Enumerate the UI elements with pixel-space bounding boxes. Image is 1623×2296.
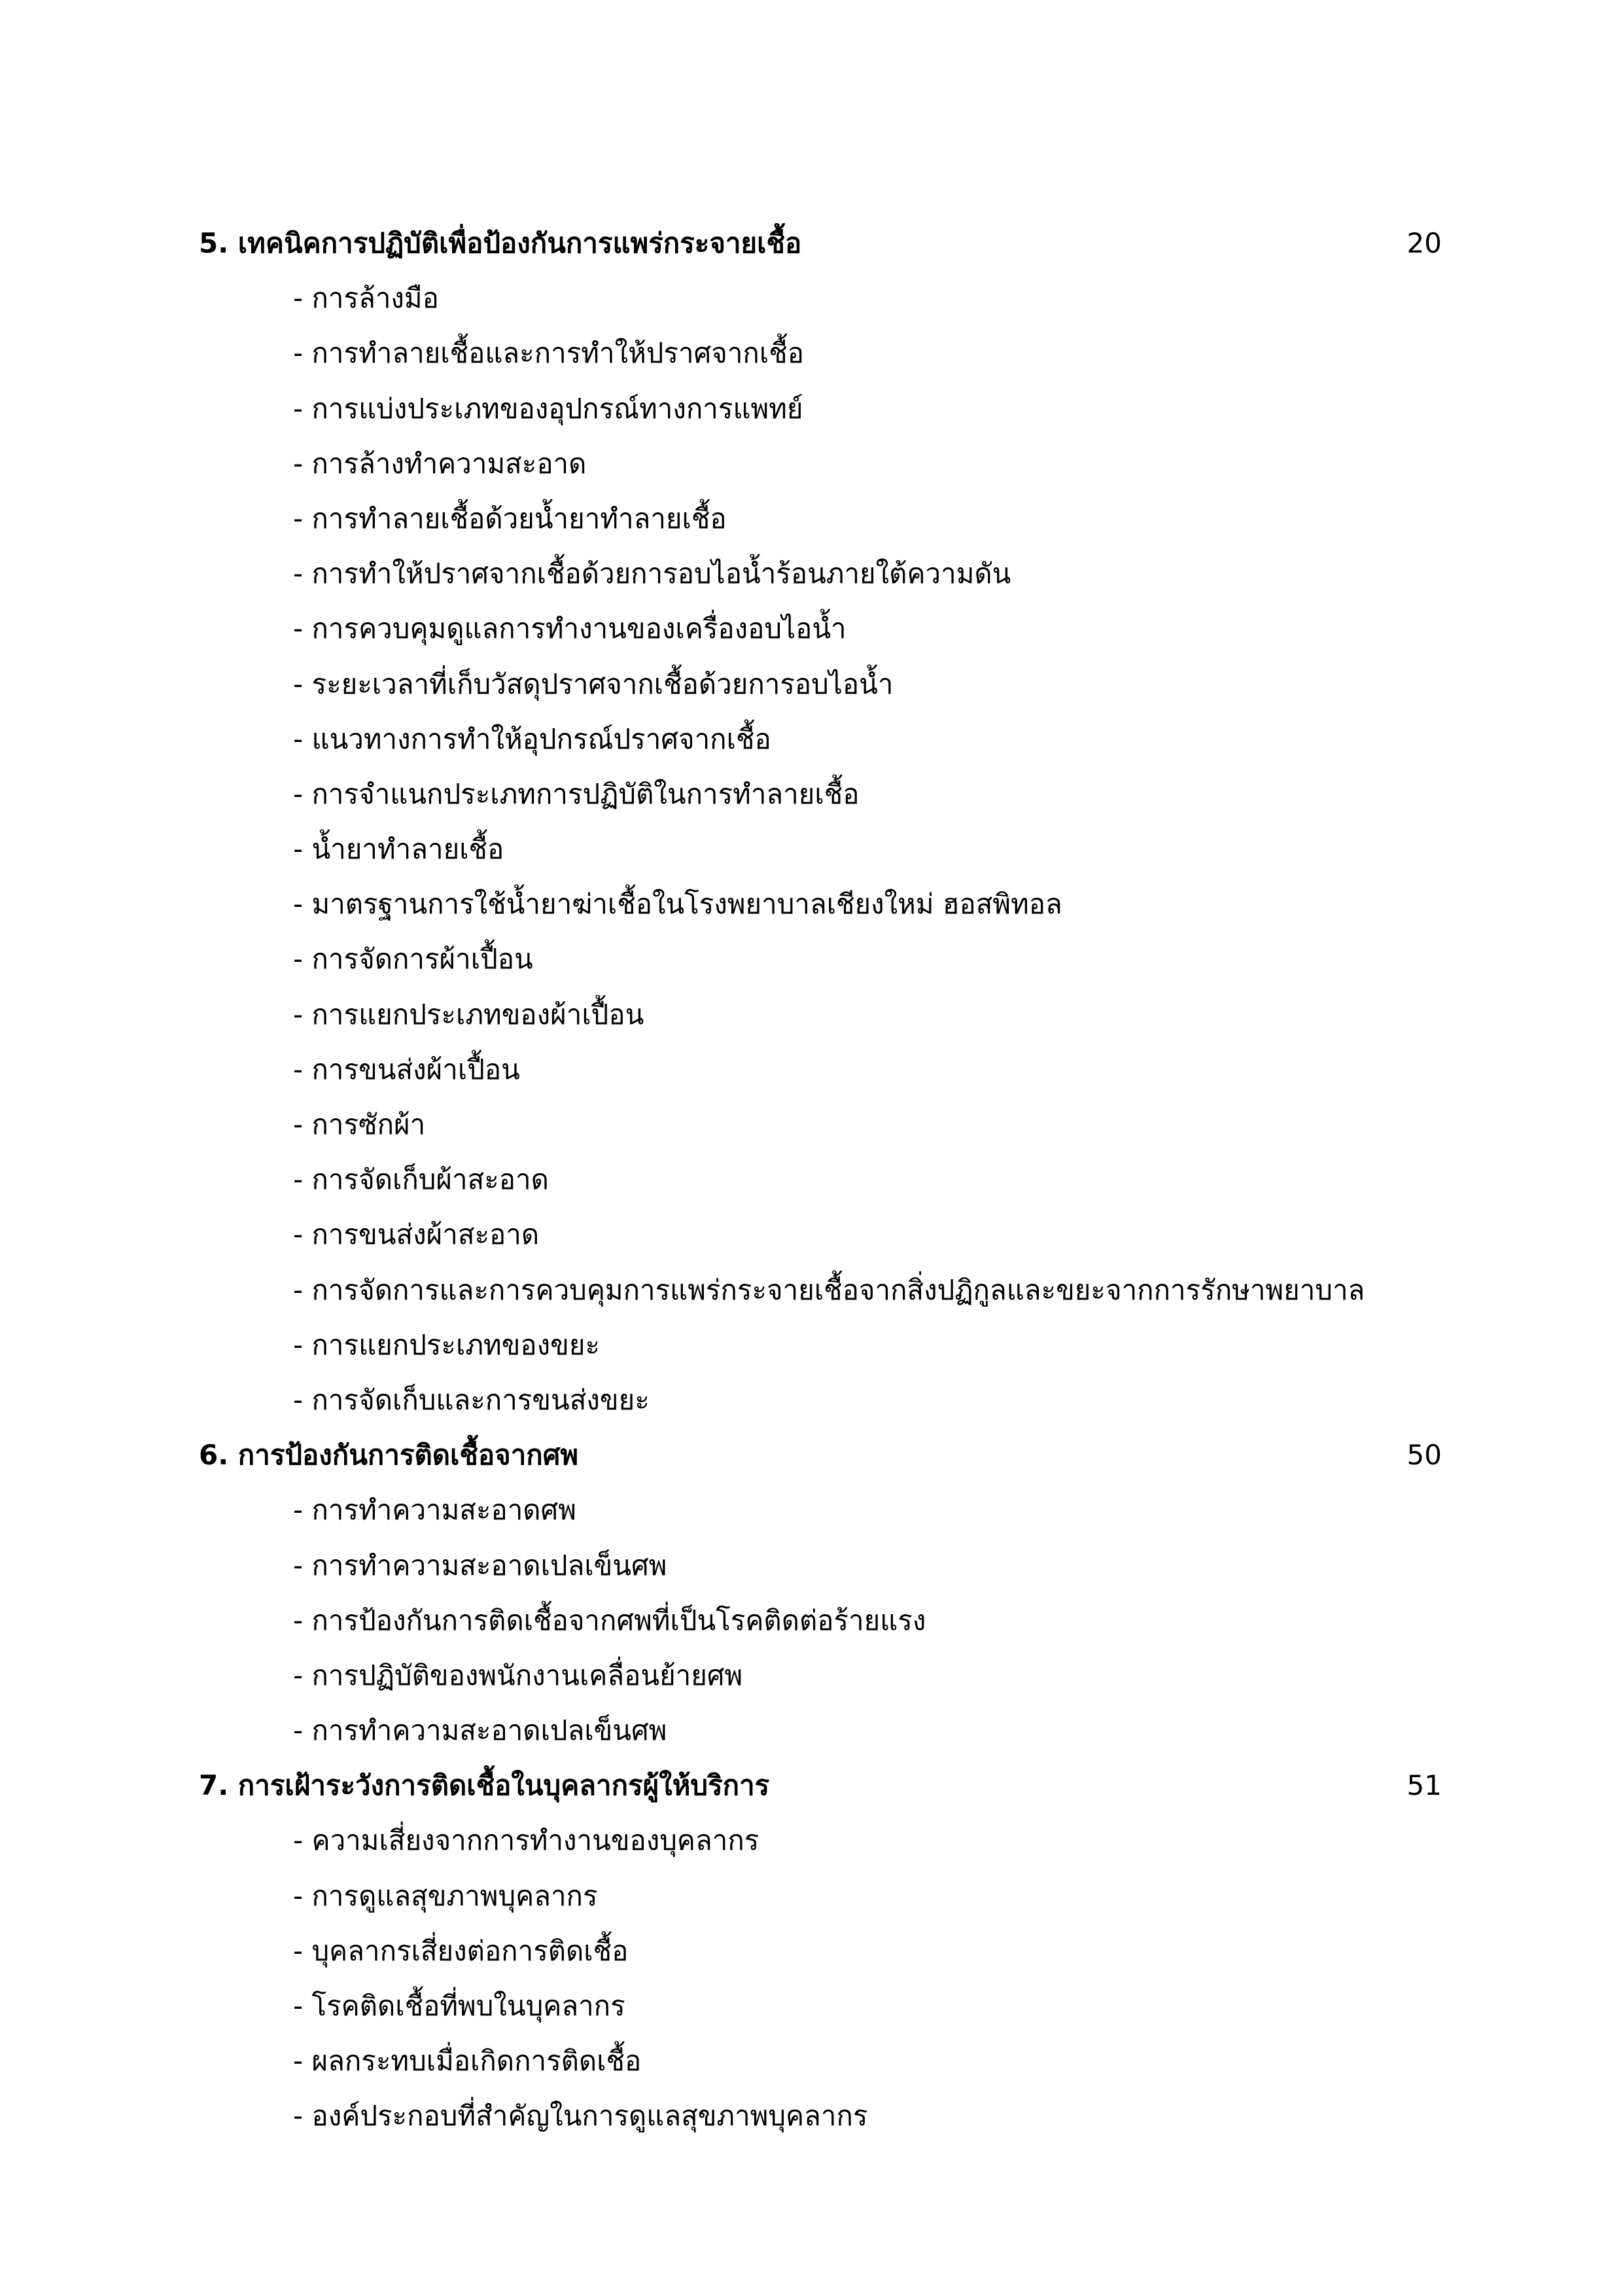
section-title: 5. เทคนิคการปฏิบัติเพื่อป้องกันการแพร่กระจายเชื้อ [199,227,802,259]
section-page-number: 51 [1406,1769,1442,1802]
list-item: - ความเสี่ยงจากการทำงานของบุคลากร [293,1824,759,1857]
list-item: - การจำแนกประเภทการปฏิบัติในการทำลายเชื้อ [293,777,860,810]
list-item: - การขนส่งผ้าเปื้อน [293,1053,520,1086]
list-item: - การทำความสะอาดศพ [293,1494,576,1527]
list-item: - การแยกประเภทของผ้าเปื้อน [293,998,644,1031]
section-page-number: 50 [1406,1439,1442,1472]
list-item: - การซักผ้า [293,1108,426,1140]
list-item: - ผลกระทบเมื่อเกิดการติดเชื้อ [293,2045,642,2077]
section-page-number: 20 [1406,227,1442,259]
toc-section-7 [199,1758,1442,1813]
list-item: - การดูแลสุขภาพบุคลากร [293,1879,598,1912]
list-item: - บุคลากรเสี่ยงต่อการติดเชื้อ [293,1934,629,1967]
list-item: - การทำความสะอาดเปลเข็นศพ [293,1549,667,1581]
list-item: - การทำให้ปราศจากเชื้อด้วยการอบไอน้ำร้อนภายใต้ความดัน [293,557,1011,590]
list-item: - การจัดเก็บผ้าสะอาด [293,1163,549,1196]
toc-section-6 [199,1428,1442,1483]
list-item: - การจัดการผ้าเปื้อน [293,943,533,976]
list-item: - การแยกประเภทของขยะ [293,1328,601,1361]
list-item: - องค์ประกอบที่สำคัญในการดูแลสุขภาพบุคลากร [293,2100,868,2132]
list-item: - น้ำยาทำลายเชื้อ [293,833,504,866]
list-item: - การทำความสะอาดเปลเข็นศพ [293,1714,667,1747]
list-item: - มาตรฐานการใช้น้ำยาฆ่าเชื้อในโรงพยาบาลเชียงใหม่ ฮอสพิทอล [293,888,1062,921]
list-item: - การป้องกันการติดเชื้อจากศพที่เป็นโรคติดต่อร้ายแรง [293,1604,926,1636]
list-item: - การแบ่งประเภทของอุปกรณ์ทางการแพทย์ [293,392,803,425]
list-item: - การควบคุมดูแลการทำงานของเครื่องอบไอน้ำ [293,612,846,645]
list-item: - การจัดการและการควบคุมการแพร่กระจายเชื้อจากสิ่งปฏิกูลและขยะจากการรักษาพยาบาล [293,1273,1365,1306]
section-title: 6. การป้องกันการติดเชื้อจากศพ [199,1439,579,1472]
toc-section-5 [199,216,1442,271]
section-title: 7. การเฝ้าระวังการติดเชื้อในบุคลากรผู้ให้บริการ [199,1769,770,1802]
list-item: - การขนส่งผ้าสะอาด [293,1218,540,1251]
list-item: - การทำลายเชื้อด้วยน้ำยาทำลายเชื้อ [293,502,727,535]
list-item: - การปฏิบัติของพนักงานเคลื่อนย้ายศพ [293,1659,743,1691]
list-item: - โรคติดเชื้อที่พบในบุคลากร [293,1990,625,2022]
list-item: - การทำลายเชื้อและการทำให้ปราศจากเชื้อ [293,337,804,370]
list-item: - การจัดเก็บและการขนส่งขยะ [293,1383,650,1416]
list-item: - แนวทางการทำให้อุปกรณ์ปราศจากเชื้อ [293,722,771,755]
list-item: - การล้างมือ [293,282,439,315]
table-of-contents [199,216,1442,2144]
list-item: - การล้างทำความสะอาด [293,447,587,480]
list-item: - ระยะเวลาที่เก็บวัสดุปราศจากเชื้อด้วยการอบไอน้ำ [293,667,894,700]
